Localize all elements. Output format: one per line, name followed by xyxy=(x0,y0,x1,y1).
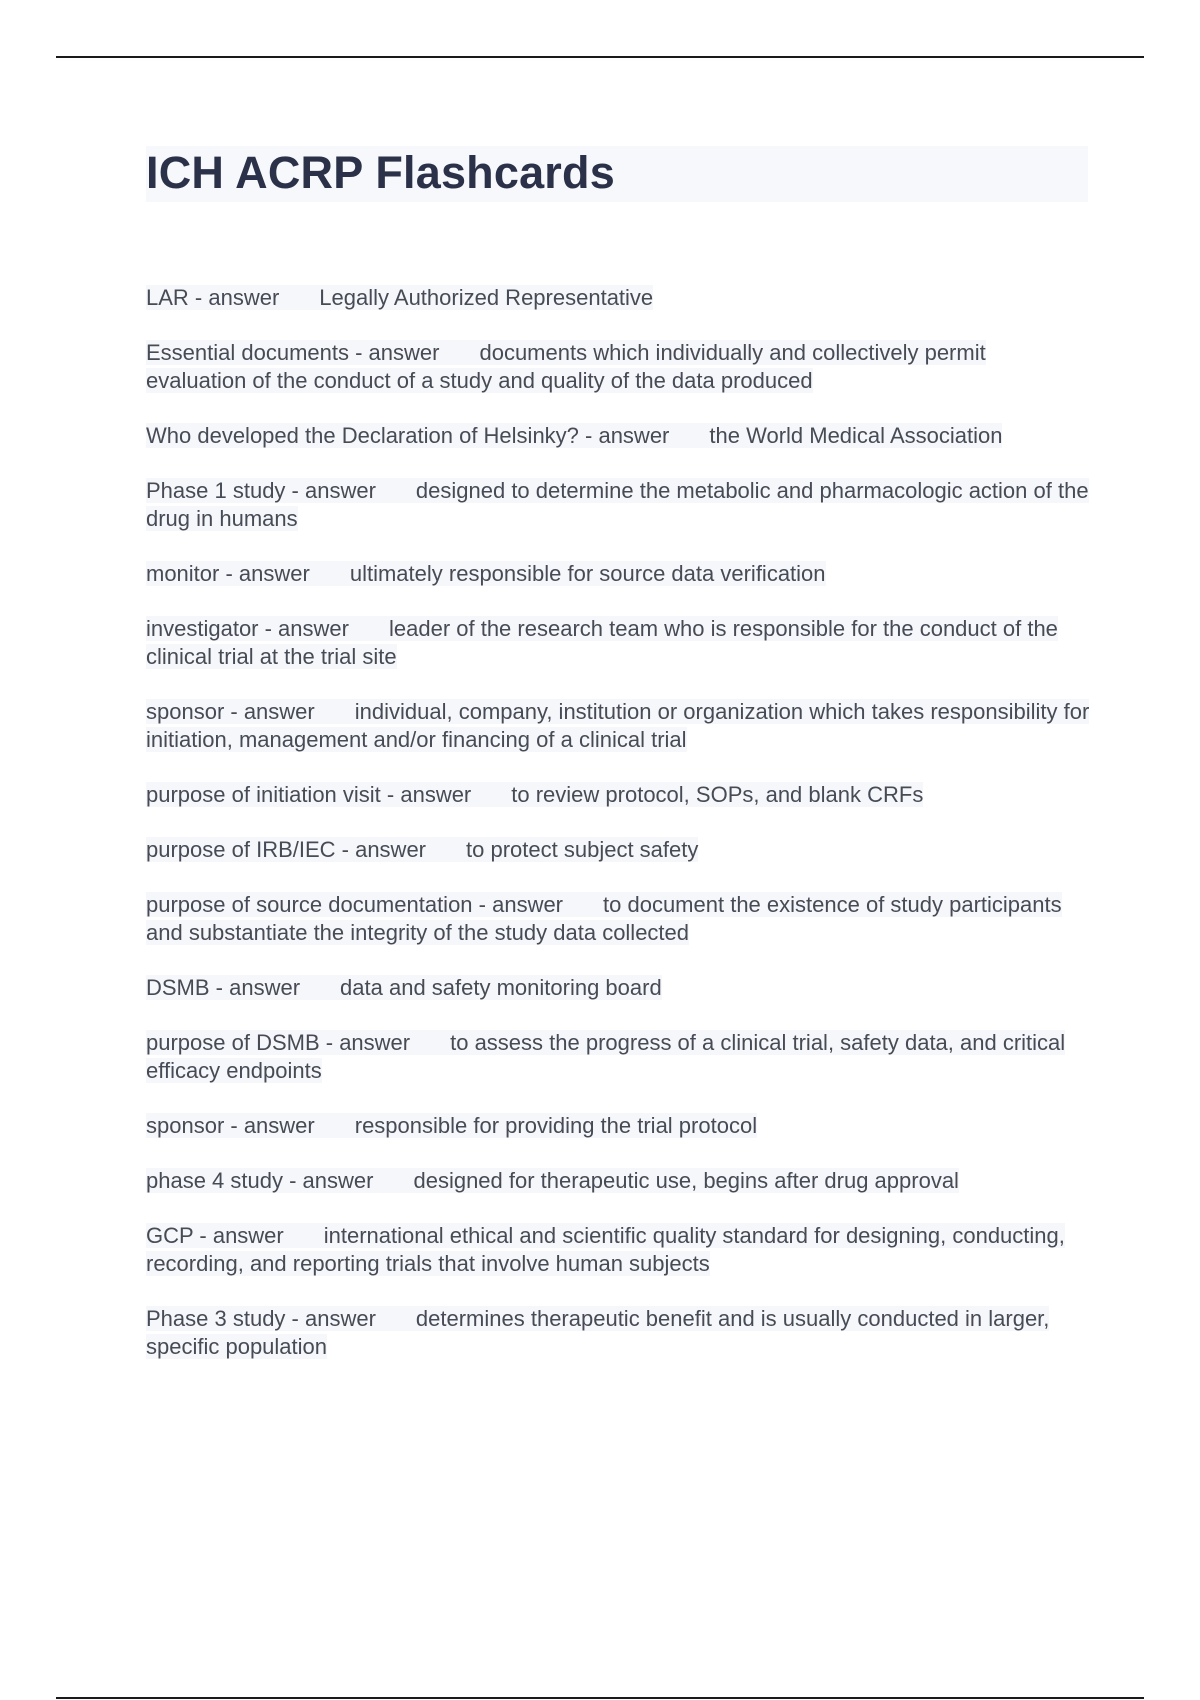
flashcard xyxy=(146,974,1090,1002)
flashcard xyxy=(146,1167,1090,1195)
flashcard-term: purpose of DSMB - answer xyxy=(146,1030,411,1055)
flashcard xyxy=(146,477,1090,533)
flashcard-definition: designed to determine the metabolic and pharmacologic action of the drug in humans xyxy=(146,478,1089,531)
flashcard xyxy=(146,422,1090,450)
flashcard-term: Who developed the Declaration of Helsinky? - answer xyxy=(146,423,670,448)
flashcard xyxy=(146,1112,1090,1140)
flashcard xyxy=(146,1305,1090,1361)
flashcard-term: investigator - answer xyxy=(146,616,349,641)
flashcard-term: monitor - answer xyxy=(146,561,310,586)
flashcard xyxy=(146,836,1090,864)
flashcard-term: Essential documents - answer xyxy=(146,340,440,365)
flashcard xyxy=(146,698,1090,754)
flashcard-term: sponsor - answer xyxy=(146,699,315,724)
flashcard-definition: to protect subject safety xyxy=(466,837,699,862)
flashcard-definition: documents which individually and collectively permit evaluation of the conduct of a study and quality of the data produced xyxy=(146,340,986,393)
flashcard xyxy=(146,560,1090,588)
flashcard-term: LAR - answer xyxy=(146,285,280,310)
flashcard-definition: to document the existence of study participants and substantiate the integrity of the study data collected xyxy=(146,892,1062,945)
flashcard-term: purpose of source documentation - answer xyxy=(146,892,564,917)
flashcard xyxy=(146,1222,1090,1278)
flashcard-definition: to review protocol, SOPs, and blank CRFs xyxy=(511,782,924,807)
flashcard-definition: leader of the research team who is responsible for the conduct of the clinical trial at the trial site xyxy=(146,616,1058,669)
flashcard-definition: determines therapeutic benefit and is usually conducted in larger, specific population xyxy=(146,1306,1050,1359)
flashcard xyxy=(146,615,1090,671)
header-rule xyxy=(56,56,1144,58)
flashcard-definition: the World Medical Association xyxy=(709,423,1003,448)
document-title: ICH ACRP Flashcards xyxy=(146,147,615,198)
flashcard-definition: data and safety monitoring board xyxy=(340,975,662,1000)
flashcard-definition: responsible for providing the trial protocol xyxy=(354,1113,758,1138)
flashcard-definition: ultimately responsible for source data verification xyxy=(349,561,826,586)
flashcard-term: purpose of IRB/IEC - answer xyxy=(146,837,427,862)
flashcard xyxy=(146,339,1090,395)
flashcard-definition: to assess the progress of a clinical trial, safety data, and critical efficacy endpoints xyxy=(146,1030,1066,1083)
footer-rule xyxy=(56,1697,1144,1699)
flashcard xyxy=(146,891,1090,947)
flashcard-definition: international ethical and scientific quality standard for designing, conducting, recording, and reporting trials that involve human subjects xyxy=(146,1223,1065,1276)
flashcard-definition: individual, company, institution or organization which takes responsibility for initiation, management and/or financing of a clinical trial xyxy=(146,699,1090,752)
flashcard xyxy=(146,781,1090,809)
flashcard-list xyxy=(146,284,1090,1388)
flashcard-term: Phase 3 study - answer xyxy=(146,1306,376,1331)
flashcard-term: GCP - answer xyxy=(146,1223,284,1248)
flashcard-term: purpose of initiation visit - answer xyxy=(146,782,472,807)
flashcard-definition: Legally Authorized Representative xyxy=(319,285,654,310)
flashcard xyxy=(146,284,1090,312)
flashcard xyxy=(146,1029,1090,1085)
flashcard-term: DSMB - answer xyxy=(146,975,301,1000)
flashcard-definition: designed for therapeutic use, begins after drug approval xyxy=(413,1168,959,1193)
flashcard-term: sponsor - answer xyxy=(146,1113,315,1138)
flashcard-term: Phase 1 study - answer xyxy=(146,478,376,503)
flashcard-term: phase 4 study - answer xyxy=(146,1168,374,1193)
